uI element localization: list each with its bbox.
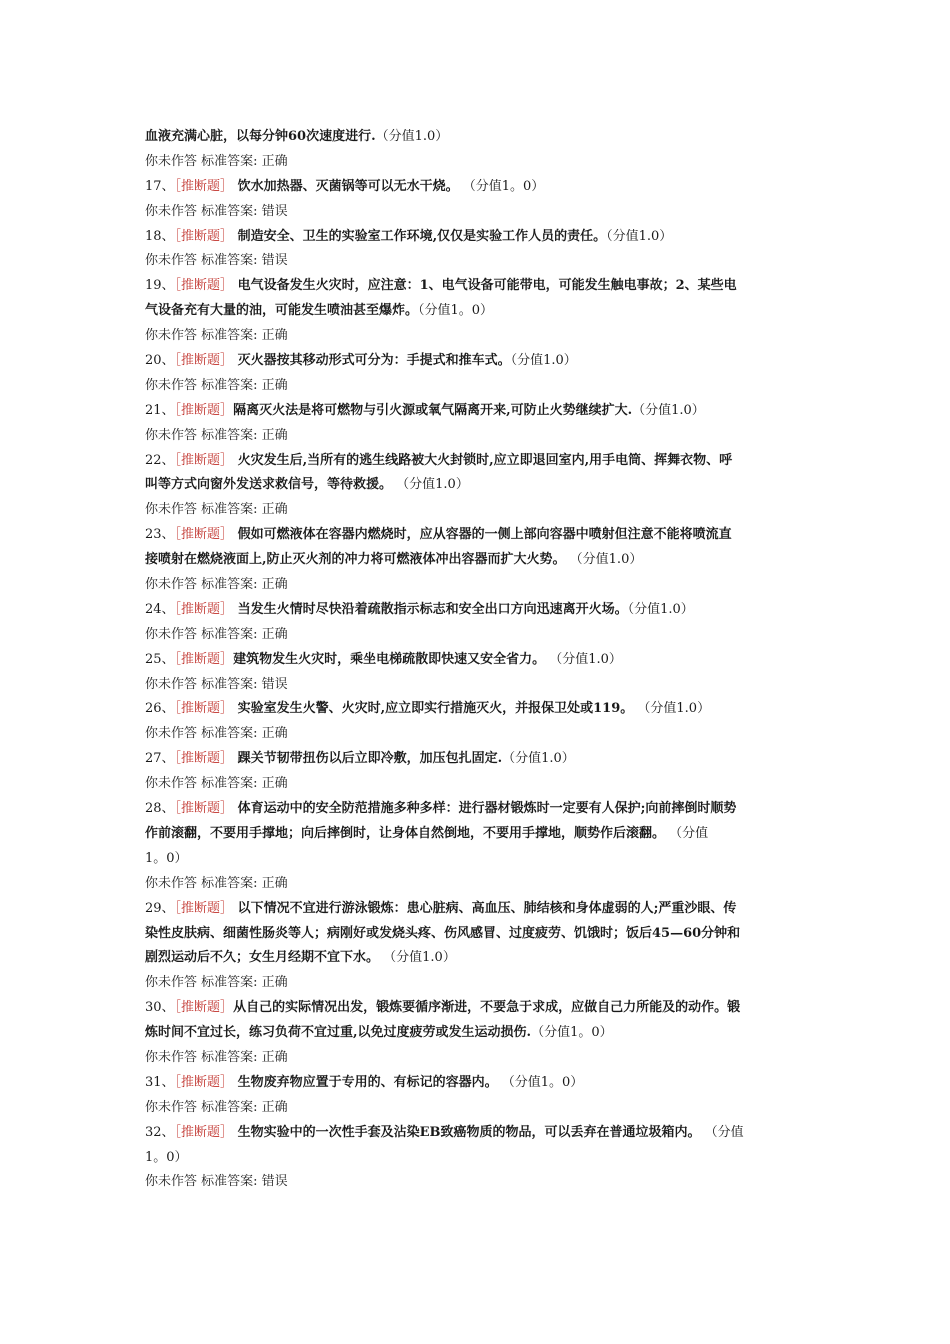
question-text: 以下情况不宜进行游泳锻炼：患心脏病、高血压、肺结核和身体虚弱的人;严重沙眼、传 [233, 900, 737, 916]
question-text: 体育运动中的安全防范措施多种多样：进行器材锻炼时一定要有人保护;向前摔倒时顺势 [233, 801, 737, 817]
question-text: 从自己的实际情况出发，锻炼要循序渐进，不要急于求成，应做自己力所能及的动作。锻 [233, 1000, 741, 1016]
answer-status: 你未作答 标准答案: 正确 [145, 577, 288, 593]
answer-status: 你未作答 标准答案: 正确 [145, 328, 288, 344]
question-line [145, 797, 810, 822]
question-number: 31、 [145, 1074, 175, 1090]
answer-status: 你未作答 标准答案: 正确 [145, 1099, 288, 1115]
question-type-tag: ［推断题］ [174, 751, 234, 767]
question-score: （分值1.0） [632, 402, 705, 418]
question-type-tag: ［推断题］ [174, 1074, 234, 1090]
question-line [145, 523, 810, 548]
question-text: 火灾发生后,当所有的逃生线路被大火封锁时,应立即退回室内,用手电筒、挥舞衣物、呼 [233, 452, 733, 468]
answer-status: 你未作答 标准答案: 正确 [145, 726, 288, 742]
question-line [145, 399, 810, 424]
question-type-tag: ［推断题］ [174, 801, 234, 817]
question-text: 灭火器按其移动形式可分为：手提式和推车式。 [233, 353, 511, 369]
question-score: （分值1.0） [375, 129, 449, 144]
exam-answer-sheet [145, 125, 810, 1195]
answer-line [145, 200, 810, 225]
answer-line [145, 150, 810, 175]
question-text: 踝关节韧带扭伤以后立即冷敷，加压包扎固定. [233, 751, 503, 767]
question-line [145, 225, 810, 250]
question-type-tag: ［推断题］ [174, 1000, 234, 1016]
question-number: 21、 [145, 402, 175, 418]
question-number: 27、 [145, 751, 175, 767]
question-score: （分值1.0） [606, 228, 673, 244]
question-score: （分值1.0） [379, 950, 456, 966]
question-type-tag: ［推断题］ [174, 353, 234, 369]
answer-line [145, 623, 810, 648]
question-number: 22、 [145, 452, 175, 468]
question-score: （分值1。0） [497, 1074, 584, 1090]
question-text: 作前滚翻，不要用手撑地；向后摔倒时，让身体自然倒地，不要用手撑地，顺势作后滚翻。 [145, 825, 666, 841]
answer-line [145, 872, 810, 897]
question-number: 23、 [145, 527, 175, 543]
question-line [145, 1146, 810, 1171]
question-line [145, 274, 810, 299]
answer-status: 你未作答 标准答案: 正确 [145, 776, 288, 792]
question-line [145, 996, 810, 1021]
question-text: 血液充满心脏，以每分钟60次速度进行. [145, 129, 376, 144]
question-score: （分值1。0） [418, 303, 494, 319]
question-line [145, 175, 810, 200]
question-number: 17、 [145, 178, 175, 194]
question-type-tag: ［推断题］ [174, 651, 234, 667]
answer-line [145, 498, 810, 523]
question-text: 气设备充有大量的油，可能发生喷油甚至爆炸。 [145, 303, 419, 319]
answer-status: 你未作答 标准答案: 错误 [145, 676, 288, 692]
question-score: （分值 [700, 1124, 744, 1140]
answer-line [145, 722, 810, 747]
answer-line [145, 249, 810, 274]
question-score: 1。0） [145, 1149, 188, 1165]
question-type-tag: ［推断题］ [174, 527, 234, 543]
answer-line [145, 772, 810, 797]
question-score: （分值1.0） [502, 751, 575, 767]
question-type-tag: ［推断题］ [174, 1124, 234, 1140]
question-score: 1。0） [145, 850, 188, 866]
question-score: （分值1.0） [633, 701, 711, 717]
question-line [145, 648, 810, 673]
answer-status: 你未作答 标准答案: 正确 [145, 1049, 288, 1065]
question-line [145, 946, 810, 971]
answer-status: 你未作答 标准答案: 错误 [145, 203, 288, 219]
answer-line [145, 1096, 810, 1121]
question-score: （分值1.0） [565, 552, 643, 568]
answer-status: 你未作答 标准答案: 正确 [145, 626, 288, 642]
answer-line [145, 971, 810, 996]
question-score: （分值 [665, 825, 709, 841]
question-line [145, 299, 810, 324]
question-text: 生物废弃物应置于专用的、有标记的容器内。 [233, 1074, 498, 1090]
question-line [145, 747, 810, 772]
question-type-tag: ［推断题］ [174, 701, 234, 717]
question-text: 实验室发生火警、火灾时,应立即实行措施灭火，并报保卫处或119。 [233, 701, 634, 717]
question-line [145, 598, 810, 623]
question-text: 假如可燃液体在容器内燃烧时，应从容器的一侧上部向容器中喷射但注意不能将喷流直 [233, 527, 732, 543]
question-score: （分值1。0） [458, 178, 545, 194]
answer-line [145, 573, 810, 598]
answer-line [145, 424, 810, 449]
question-text: 叫等方式向窗外发送求救信号，等待救援。 [145, 477, 393, 493]
answer-status: 你未作答 标准答案: 正确 [145, 502, 288, 518]
question-text: 炼时间不宜过长，练习负荷不宜过重,以免过度疲劳或发生运动损伤. [145, 1025, 532, 1041]
question-text: 建筑物发生火灾时，乘坐电梯疏散即快速又安全省力。 [233, 651, 546, 667]
question-number: 26、 [145, 701, 175, 717]
question-type-tag: ［推断题］ [174, 900, 234, 916]
question-text: 剧烈运动后不久；女生月经期不宜下水。 [145, 950, 380, 966]
question-line [145, 822, 810, 847]
question-line [145, 697, 810, 722]
question-number: 29、 [145, 900, 175, 916]
question-number: 19、 [145, 278, 175, 294]
answer-status: 你未作答 标准答案: 正确 [145, 377, 288, 393]
question-line [145, 125, 810, 150]
answer-status: 你未作答 标准答案: 错误 [145, 253, 288, 269]
question-line [145, 922, 810, 947]
question-line [145, 349, 810, 374]
question-line [145, 1021, 810, 1046]
question-text: 当发生火情时尽快沿着疏散指示标志和安全出口方向迅速离开火场。 [233, 601, 628, 617]
answer-line [145, 673, 810, 698]
question-text: 生物实验中的一次性手套及沾染EB致癌物质的物品，可以丢弃在普通垃圾箱内。 [233, 1124, 701, 1140]
question-text: 制造安全、卫生的实验室工作环境,仅仅是实验工作人员的责任。 [233, 228, 607, 244]
question-number: 32、 [145, 1124, 175, 1140]
question-score: （分值1。0） [531, 1025, 613, 1041]
question-number: 28、 [145, 801, 175, 817]
answer-status: 你未作答 标准答案: 正确 [145, 153, 288, 169]
question-line [145, 473, 810, 498]
question-number: 24、 [145, 601, 175, 617]
answer-line [145, 324, 810, 349]
question-line [145, 897, 810, 922]
question-line [145, 1121, 810, 1146]
question-text: 电气设备发生火灾时，应注意：1、电气设备可能带电，可能发生触电事故；2、某些电 [233, 278, 737, 294]
question-type-tag: ［推断题］ [174, 402, 234, 418]
answer-status: 你未作答 标准答案: 正确 [145, 875, 288, 891]
question-score: （分值1.0） [392, 477, 469, 493]
question-number: 30、 [145, 1000, 175, 1016]
answer-line [145, 374, 810, 399]
question-number: 20、 [145, 353, 175, 369]
question-text: 隔离灭火法是将可燃物与引火源或氧气隔离开来,可防止火势继续扩大. [233, 402, 633, 418]
question-line [145, 1071, 810, 1096]
question-line [145, 548, 810, 573]
question-type-tag: ［推断题］ [174, 278, 234, 294]
question-score: （分值1.0） [627, 601, 694, 617]
question-line [145, 449, 810, 474]
answer-status: 你未作答 标准答案: 正确 [145, 975, 288, 991]
question-type-tag: ［推断题］ [174, 228, 234, 244]
question-number: 25、 [145, 651, 175, 667]
question-line [145, 847, 810, 872]
answer-status: 你未作答 标准答案: 错误 [145, 1174, 288, 1190]
question-score: （分值1.0） [545, 651, 622, 667]
question-number: 18、 [145, 228, 175, 244]
answer-line [145, 1170, 810, 1195]
question-text: 接喷射在燃烧液面上,防止灭火剂的冲力将可燃液体冲出容器而扩大火势。 [145, 552, 566, 568]
question-type-tag: ［推断题］ [174, 601, 234, 617]
answer-status: 你未作答 标准答案: 正确 [145, 427, 288, 443]
question-text: 染性皮肤病、细菌性肠炎等人；病刚好或发烧头疼、伤风感冒、过度疲劳、饥饿时；饭后45—60分钟和 [145, 925, 741, 941]
question-type-tag: ［推断题］ [174, 178, 234, 194]
answer-line [145, 1046, 810, 1071]
question-text: 饮水加热器、灭菌锅等可以无水干烧。 [233, 178, 459, 194]
question-score: （分值1.0） [510, 353, 577, 369]
question-type-tag: ［推断题］ [174, 452, 234, 468]
